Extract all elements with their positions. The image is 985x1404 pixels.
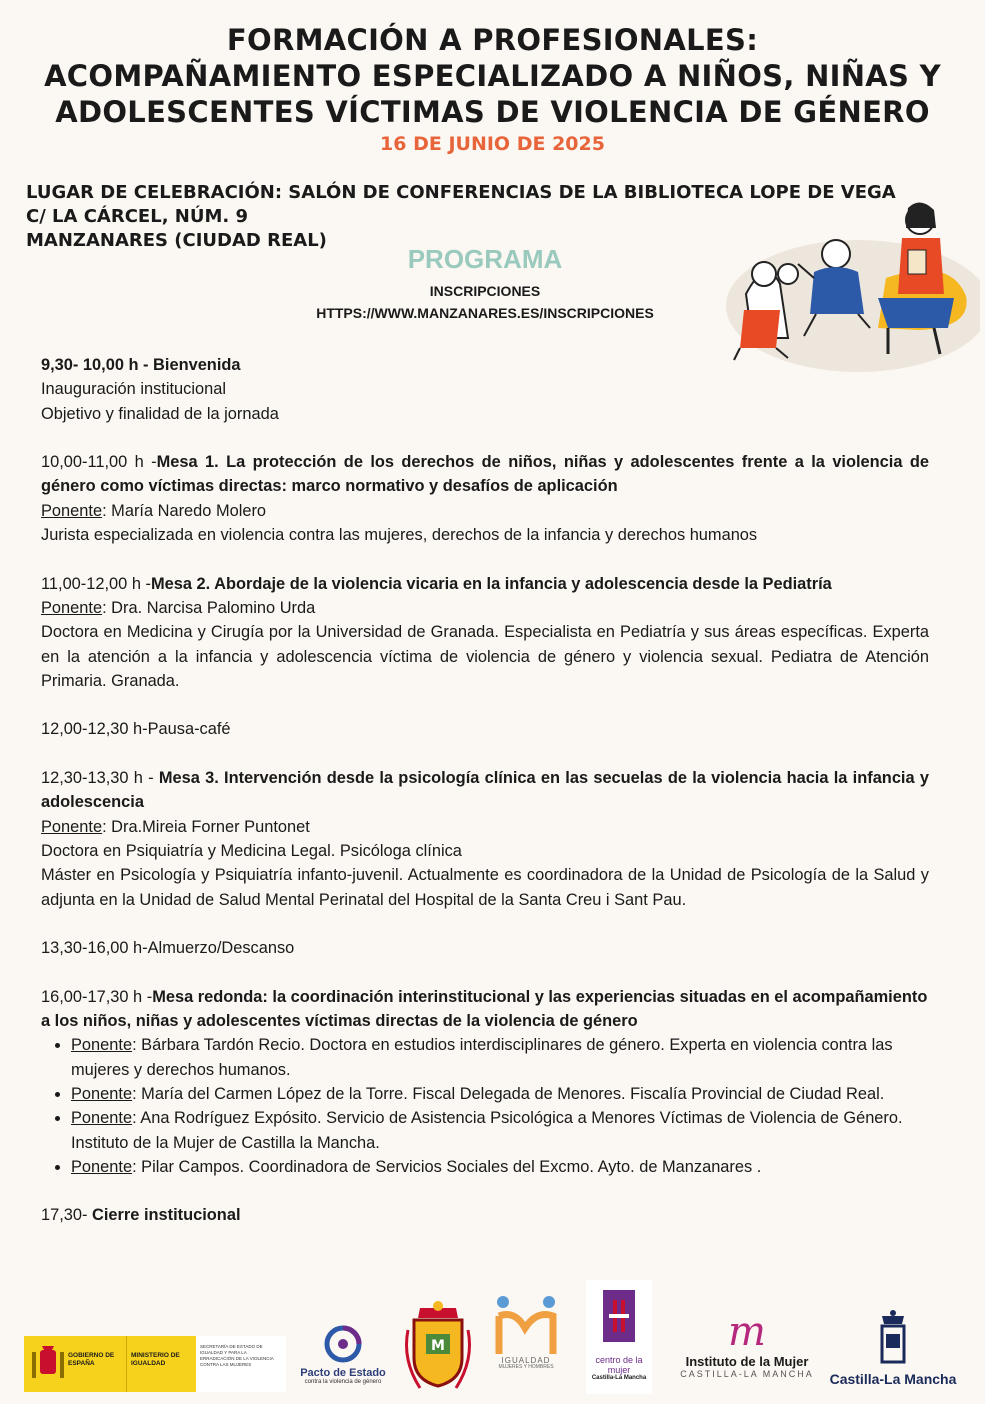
cierre — [41, 1203, 929, 1227]
manzanares-coat-of-arms-icon — [400, 1300, 476, 1394]
svg-text:M: M — [431, 1338, 445, 1354]
gobierno-espana-logo — [24, 1336, 286, 1392]
pacto-estado-logo — [300, 1324, 386, 1392]
children-illustration — [718, 198, 980, 376]
list-item — [71, 1033, 929, 1082]
ministerio-text: MINISTERIO DE IGUALDAD — [126, 1336, 196, 1392]
ponente-text: : María del Carmen López de la Torre. Fiscal Delegada de Menores. Fiscalía Provincial de Ciudad Real. — [132, 1084, 885, 1103]
list-item — [71, 1155, 929, 1179]
mesa1-heading — [41, 450, 929, 499]
mesa3-ponente-name: : Dra.Mireia Forner Puntonet — [102, 817, 310, 836]
instituto-sub: CASTILLA-LA MANCHA — [680, 1369, 814, 1379]
mesa1-title: Mesa 1. La protección de los derechos de niños, niñas y adolescentes frente a la violencia de género como víctimas directas: marco normativo y desafíos de aplicación — [41, 453, 929, 496]
mesa3-heading — [41, 766, 929, 815]
mesa3-title: Mesa 3. Intervención desde la psicología clínica en las secuelas de la violencia hacia la infancia y adolescencia — [41, 769, 929, 812]
ponente-label: Ponente — [41, 501, 103, 520]
ponente-text: : Ana Rodríguez Expósito. Servicio de Asistencia Psicológica a Menores Víctimas de Violencia de Género. Instituto de la Mujer de Castilla la Mancha. — [71, 1109, 903, 1152]
coat-of-arms-icon — [30, 1344, 66, 1384]
mesa3-ponente — [41, 815, 929, 839]
ponente-label: Ponente — [41, 817, 103, 836]
mesa1-bio: Jurista especializada en violencia contra las mujeres, derechos de la infancia y derechos humanos — [41, 526, 758, 545]
castilla-la-mancha-logo — [828, 1310, 958, 1396]
redonda-time: 16,00-17,30 h - — [41, 987, 153, 1006]
ponente-label: Ponente — [71, 1157, 133, 1176]
mesa2-ponente-name: : Dra. Narcisa Palomino Urda — [102, 598, 316, 617]
venue-line-2: C/ LA CÁRCEL, NÚM. 9 — [26, 206, 249, 227]
redonda-heading — [41, 985, 929, 1034]
centro-mujer-symbol-icon — [599, 1290, 639, 1350]
event-date: 16 DE JUNIO DE 2025 — [380, 133, 605, 155]
inscripciones-link[interactable]: HTTPS://WWW.MANZANARES.ES/INSCRIPCIONES — [316, 305, 654, 321]
mesa2-title: Mesa 2. Abordaje de la violencia vicaria en la infancia y adolescencia desde la Pediatría — [150, 574, 832, 593]
mesa2-time: 11,00-12,00 h - — [41, 574, 151, 593]
welcome-block — [41, 353, 929, 377]
title-line-1: FORMACIÓN A PROFESIONALES: — [226, 23, 759, 57]
mesa1-time: 10,00-11,00 h - — [41, 453, 157, 472]
ponente-text: : Bárbara Tardón Recio. Doctora en estudios interdisciplinares de género. Experta en violencia contra las mujeres y derechos humanos. — [71, 1036, 893, 1079]
igualdad-sub: MUJERES Y HOMBRES — [498, 1364, 554, 1370]
redonda-ponentes-list — [41, 1033, 929, 1179]
pacto-title: Pacto de Estado — [300, 1367, 386, 1379]
title-line-2: ACOMPAÑAMIENTO ESPECIALIZADO A NIÑOS, NIÑAS Y — [44, 59, 941, 93]
list-item — [71, 1082, 929, 1106]
program-content — [41, 353, 929, 1228]
mesa2-heading — [41, 572, 929, 596]
venue-line-3: MANZANARES (CIUDAD REAL) — [26, 230, 327, 251]
igualdad-title: IGUALDAD — [501, 1356, 551, 1365]
circle-emblem-icon — [318, 1324, 368, 1364]
centro-mujer-sub: Castilla-La Mancha — [591, 1375, 647, 1381]
clm-title: Castilla-La Mancha — [829, 1371, 957, 1387]
gobierno-text: GOBIERNO DE ESPAÑA — [68, 1352, 115, 1367]
centro-mujer-logo — [586, 1280, 652, 1394]
event-title — [0, 22, 985, 130]
mesa3-time: 12,30-13,30 h - — [41, 769, 159, 788]
mesa2-ponente — [41, 596, 929, 620]
ponente-label: Ponente — [71, 1036, 133, 1055]
redonda-title: Mesa redonda: la coordinación interinstitucional y las experiencias situadas en el acompañamiento a los niños, niñas y adolescentes víctimas directas de la violencia de género — [41, 987, 928, 1031]
title-line-3: ADOLESCENTES VÍCTIMAS DE VIOLENCIA DE GÉNERO — [55, 95, 930, 129]
instituto-title: Instituto de la Mujer — [685, 1354, 809, 1369]
cierre-time: 17,30- — [41, 1206, 93, 1225]
programa-heading: PROGRAMA — [407, 244, 563, 274]
almuerzo: 13,30-16,00 h-Almuerzo/Descanso — [41, 939, 295, 958]
instituto-mujer-logo — [672, 1310, 822, 1396]
welcome-time: 9,30- 10,00 h - Bienvenida — [41, 356, 241, 374]
igualdad-logo — [490, 1292, 562, 1392]
ponente-text: : Pilar Campos. Coordinadora de Servicios Sociales del Excmo. Ayto. de Manzanares . — [132, 1157, 762, 1176]
castle-crown-icon — [876, 1310, 910, 1366]
ponente-label: Ponente — [71, 1109, 133, 1128]
welcome-line-1: Inauguración institucional — [41, 380, 226, 399]
mesa1-ponente-name: : María Naredo Molero — [102, 501, 267, 520]
welcome-line-2: Objetivo y finalidad de la jornada — [41, 404, 279, 423]
centro-mujer-title: centro de la mujer — [595, 1355, 643, 1375]
instituto-m-icon: m — [728, 1309, 766, 1355]
mesa3-bio-1: Doctora en Psiquiatría y Medicina Legal. Psicóloga clínica — [41, 841, 462, 860]
pausa-cafe: 12,00-12,30 h-Pausa-café — [41, 720, 231, 739]
venue-line-1: LUGAR DE CELEBRACIÓN: SALÓN DE CONFERENCIAS DE LA BIBLIOTECA LOPE DE VEGA — [26, 182, 896, 203]
igualdad-figures-icon — [491, 1292, 561, 1356]
ponente-label: Ponente — [71, 1084, 133, 1103]
mesa2-bio: Doctora en Medicina y Cirugía por la Universidad de Granada. Especialista en Pediatría y sus áreas específicas. Experta en la atención a la infancia y adolescencia víctima de violencia de género y violencia sexual. Pediatra de Atención Primaria. Granada. — [41, 623, 929, 690]
ponente-label: Ponente — [41, 598, 103, 617]
list-item — [71, 1106, 929, 1155]
mesa1-ponente — [41, 499, 929, 523]
sponsor-logos — [0, 1270, 985, 1404]
secretaria-text: SECRETARÍA DE ESTADO DE IGUALDAD Y PARA LA ERRADICACIÓN DE LA VIOLENCIA CONTRA LAS MUJERES — [196, 1336, 286, 1392]
inscripciones-label: INSCRIPCIONES — [429, 283, 541, 299]
mesa3-bio-2: Máster en Psicología y Psiquiatría infanto-juvenil. Actualmente es coordinadora de la Unidad de Psicología de la Salud y adjunta en la Unidad de Salud Mental Perinatal del Hospital de la Santa Creu i Sant Pau. — [41, 866, 929, 909]
pacto-sub: contra la violencia de género — [304, 1379, 382, 1385]
cierre-label: Cierre institucional — [92, 1206, 241, 1225]
